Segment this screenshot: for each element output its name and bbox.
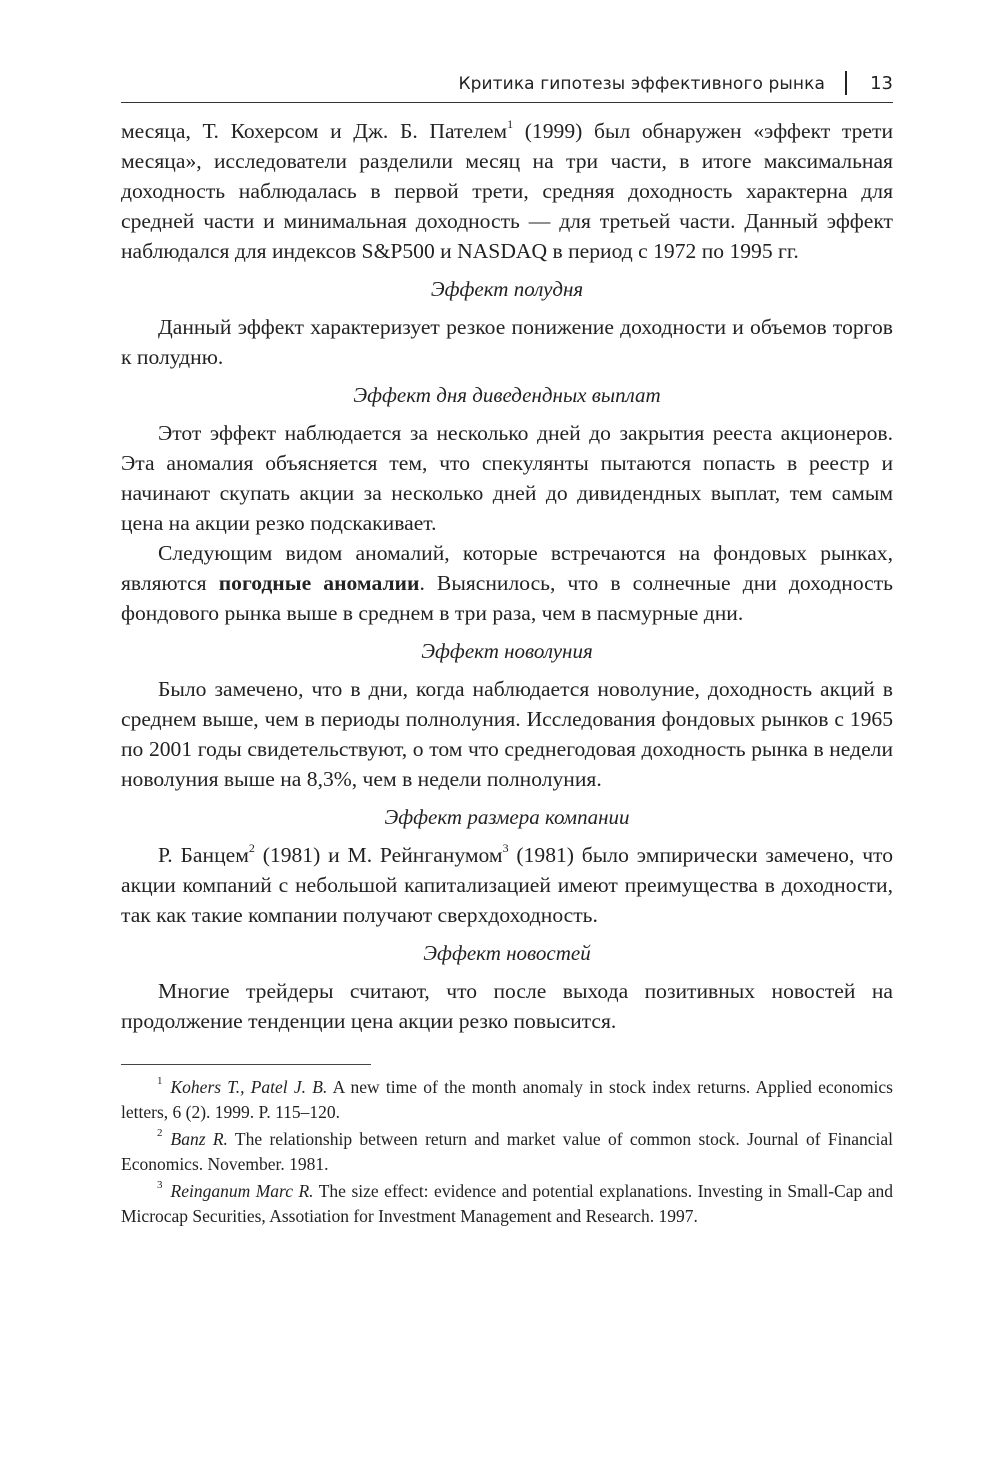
footnote-1-text: A new time of the month anomaly in stock index returns. Applied economics letters, 6 (2). 1999. P. 115–120.	[121, 1077, 893, 1122]
footnote-3	[121, 1179, 893, 1229]
footnote-2	[121, 1127, 893, 1177]
main-text	[121, 116, 893, 1036]
paragraph-1	[121, 116, 893, 266]
paragraph-3: Этот эффект наблюдается за несколько дней до закрытия рееста акционеров. Эта аномалия объясняется тем, что спекулянты пытаются попасть в реестр и начинают скупать акции за несколько дней до дивидендных выплат, тем самым цена на акции резко подскакивает.	[121, 421, 893, 535]
paragraph-4-text-b: . Выяснилось, что в солнечные дни доходность фондового рынка выше в среднем в три раза, чем в пасмурные дни.	[121, 571, 894, 625]
subheading-company-size-effect: Эффект размера компании	[384, 805, 630, 829]
paragraph-5: Было замечено, что в дни, когда наблюдается новолуние, доходность акций в среднем выше, чем в периоды полнолуния. Исследования фондовых рынков с 1965 по 2001 годы свидетельствуют, о том что среднегодовая доходность рынка в недели новолуния выше на 8,3%, чем в недели полнолуния.	[121, 677, 893, 791]
footnote-3-text: The size effect: evidence and potential explanations. Investing in Small-Cap and Microcap Securities, Assotiation for Investment Management and Research. 1997.	[121, 1181, 893, 1226]
paragraph-6-text-b: (1981) и М. Рейнганумом	[254, 843, 503, 867]
paragraph-4-text-a: Следующим видом аномалий, которые встречаются на фондовых рынках, являются	[121, 541, 893, 595]
paragraph-6-text-a: Р. Банцем	[158, 843, 249, 867]
footnote-3-author: Reinganum Marc R.	[170, 1181, 314, 1201]
page-number: 13	[870, 73, 893, 94]
footnotes	[121, 1075, 893, 1229]
paragraph-4	[121, 538, 893, 628]
footnote-2-author: Banz R.	[170, 1129, 228, 1149]
header-separator	[845, 71, 847, 95]
paragraph-2: Данный эффект характеризует резкое понижение доходности и объемов торгов к полудню.	[121, 315, 893, 369]
running-header	[121, 66, 893, 103]
paragraph-6	[121, 840, 893, 930]
footnote-1-number: 1	[157, 1075, 163, 1088]
subheading-dividend-effect: Эффект дня диведендных выплат	[353, 383, 661, 407]
subheading-noon-effect: Эффект полудня	[430, 277, 584, 301]
subheading-news-effect: Эффект новостей	[423, 941, 591, 965]
bold-term-weather-anomalies: погодные аномалии	[218, 571, 420, 595]
footnote-ref-2: 2	[248, 840, 255, 855]
running-header-title: Критика гипотезы эффективного рынка	[458, 74, 825, 94]
footnote-1	[121, 1075, 893, 1125]
footnote-3-number: 3	[157, 1179, 163, 1192]
paragraph-6-text-c: (1981) было эмпирически замечено, что акции компаний с небольшой капитализацией имеют преимущества в доходности, так как такие компании получают сверхдоходность.	[121, 843, 894, 927]
book-page	[121, 66, 893, 1231]
subheading-new-moon-effect: Эффект новолуния	[421, 639, 593, 663]
footnote-2-text: The relationship between return and market value of common stock. Journal of Financial Economics. November. 1981.	[121, 1129, 893, 1174]
paragraph-1-text-b: (1999) был обнаружен «эффект трети месяца», исследователи разделили месяц на три части, в итоге максимальная доходность наблюдалась в первой трети, средняя доходность характерна для средней части и минимальная доходность — для третьей части. Данный эффект наблюдался для индексов S&P500 и NASDAQ в период с 1972 по 1995 гг.	[121, 119, 893, 263]
footnote-divider	[121, 1064, 371, 1065]
paragraph-7: Многие трейдеры считают, что после выхода позитивных новостей на продолжение тенденции цена акции резко повысится.	[121, 979, 893, 1033]
footnote-2-number: 2	[157, 1127, 163, 1140]
paragraph-1-text-a: месяца, Т. Кохерсом и Дж. Б. Пателем	[121, 119, 508, 143]
footnote-ref-1: 1	[507, 116, 514, 131]
footnote-ref-3: 3	[502, 840, 509, 855]
footnote-1-author: Kohers T., Patel J. B.	[170, 1077, 328, 1097]
